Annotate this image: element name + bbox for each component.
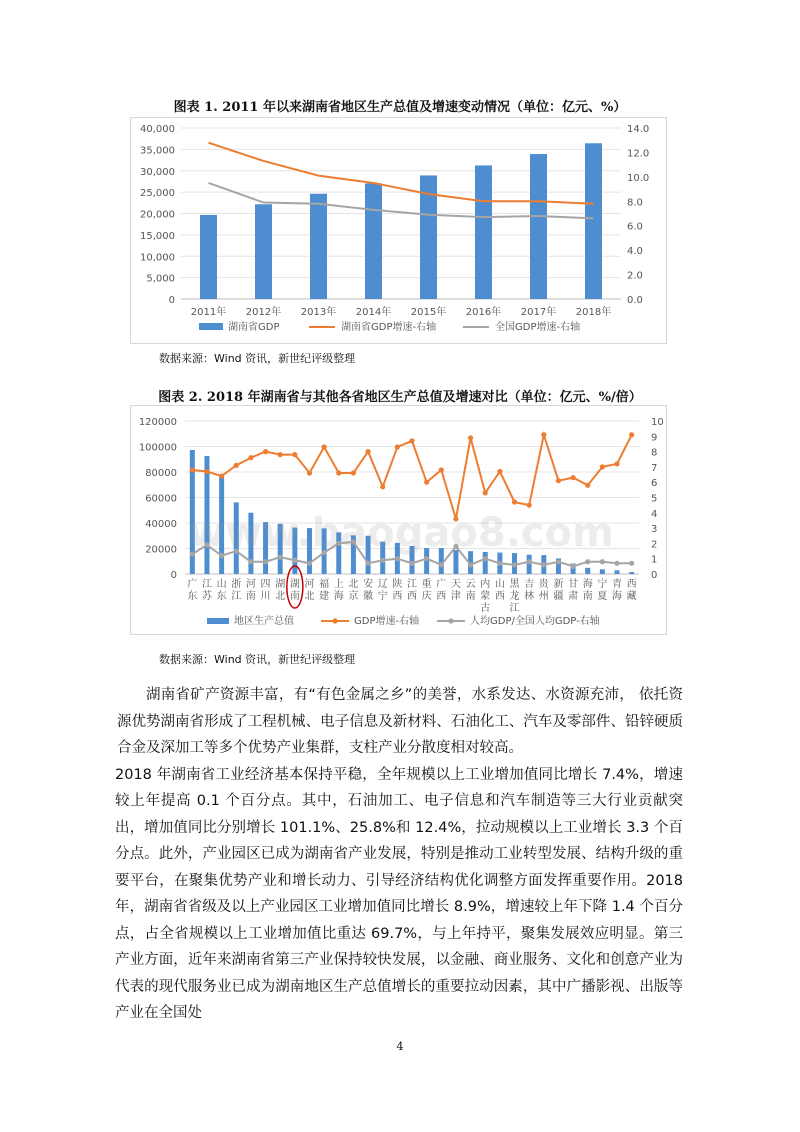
chart2-x-label-char: 夏	[597, 591, 608, 602]
chart2-legend-label: 地区生产总值	[234, 616, 294, 627]
chart1-right-tick: 8.0	[627, 197, 643, 209]
chart2-point	[248, 455, 253, 460]
chart2-x-label-char: 南	[289, 591, 300, 602]
chart2-x-label-char: 州	[538, 591, 549, 602]
chart2-x-label-char: 重	[421, 579, 432, 590]
chart2-point	[395, 444, 400, 449]
chart2-frame	[130, 405, 667, 635]
chart2-x-label-char: 福	[319, 579, 330, 590]
chart2-x-label-char: 天	[450, 579, 461, 590]
chart2-x-label-char: 京	[348, 591, 359, 602]
chart1-x-label: 2011年	[190, 307, 227, 318]
chart2-x-label-char: 黑	[509, 579, 520, 590]
chart1-frame	[130, 117, 667, 344]
chart2-point	[248, 559, 253, 564]
chart1-legend-label: 湖南省GDP	[228, 322, 280, 333]
chart2-x-label-char: 河	[304, 579, 315, 590]
chart2-point	[439, 467, 444, 472]
chart2-x-label-char: 甘	[568, 579, 579, 590]
chart2-x-label-char: 津	[450, 591, 461, 602]
chart2-left-tick: 40000	[145, 519, 177, 530]
chart2-x-label-char: 吉	[524, 579, 535, 590]
chart1-left-tick: 15,000	[140, 230, 175, 242]
chart2-x-label-char: 内	[480, 579, 491, 590]
chart2-x-label-char: 苏	[201, 591, 212, 602]
chart1-left-tick: 0	[168, 295, 175, 306]
chart2-x-label-char: 北	[348, 579, 359, 590]
chart1-right-tick: 2.0	[627, 270, 643, 282]
chart1-legend-swatch	[199, 323, 223, 330]
chart2-point	[483, 490, 488, 495]
chart2-point	[263, 559, 268, 564]
chart2-legend-swatch	[207, 618, 229, 624]
chart2-point	[614, 561, 619, 566]
chart1-bar	[365, 183, 382, 299]
chart2-point	[351, 470, 356, 475]
chart2-right-tick: 0	[651, 570, 658, 581]
page-number: 4	[396, 1040, 404, 1053]
chart2-legend-marker	[332, 618, 337, 623]
chart1-bar	[585, 143, 602, 299]
chart2-x-label-char: 海	[612, 591, 623, 602]
chart2-x-label-char: 山	[216, 579, 227, 590]
chart1-left-tick: 25,000	[140, 188, 175, 200]
chart1-legend-label: 湖南省GDP增速-右轴	[341, 322, 437, 333]
chart2-bar	[585, 568, 590, 574]
chart1-bar	[475, 165, 492, 299]
chart2-right-tick: 4	[651, 508, 658, 520]
chart2-x-label-char: 海	[582, 579, 593, 590]
chart2-x-label-char: 江	[407, 579, 417, 590]
chart2-point	[585, 559, 590, 564]
chart2-point	[292, 558, 297, 563]
chart2-x-label-char: 湖	[289, 579, 300, 590]
chart2-bar	[600, 569, 605, 574]
chart1-right-tick: 14.0	[627, 124, 650, 135]
chart2-point	[278, 452, 283, 457]
chart2-x-label-char: 河	[245, 579, 256, 590]
chart2-caption: 图表 2. 2018 年湖南省与其他各省地区生产总值及增速对比（单位：亿元、%/倍）	[158, 390, 642, 405]
chart2-point	[322, 444, 327, 449]
chart1-x-label: 2015年	[410, 307, 447, 318]
chart1-x-label: 2018年	[575, 307, 612, 318]
chart2-x-label-char: 上	[333, 579, 344, 590]
chart2-point	[468, 435, 473, 440]
chart2-point	[380, 558, 385, 563]
chart2-right-tick: 9	[651, 432, 658, 444]
chart2-point	[556, 559, 561, 564]
chart2-left-tick: 120000	[138, 417, 177, 428]
chart1-x-label: 2016年	[465, 307, 502, 318]
chart2-line-1	[192, 435, 631, 519]
chart2-right-tick: 7	[651, 462, 658, 474]
chart2-svg	[131, 406, 666, 634]
chart2-x-label-char: 蒙	[480, 591, 491, 602]
chart1-left-tick: 10,000	[140, 252, 175, 264]
chart2-point	[395, 556, 400, 561]
chart1-x-label: 2012年	[245, 307, 282, 318]
chart2-x-label-char: 宁	[597, 579, 608, 590]
chart2-bar	[629, 572, 634, 574]
chart2-point	[629, 432, 634, 437]
chart2-x-label-char: 贵	[538, 579, 549, 590]
chart2-right-tick: 6	[651, 478, 658, 490]
chart2-point	[570, 564, 575, 569]
chart2-point	[204, 469, 209, 474]
chart2-x-label-char: 西	[436, 591, 447, 602]
chart2-x-label-char: 安	[363, 579, 374, 590]
chart2-point	[512, 562, 517, 567]
chart2-point	[380, 484, 385, 489]
body-text	[117, 682, 683, 1027]
chart2-point	[307, 470, 312, 475]
chart2-x-label-char: 北	[275, 591, 286, 602]
chart2-x-label-char: 江	[509, 603, 520, 614]
chart2-point	[512, 499, 517, 504]
chart1-right-tick: 6.0	[627, 221, 643, 233]
chart2-x-label-char: 江	[231, 591, 242, 602]
chart2-point	[497, 469, 502, 474]
chart1-left-tick: 40,000	[140, 124, 175, 135]
chart2-x-label-char: 海	[333, 591, 344, 602]
chart2-x-label-char: 江	[201, 579, 212, 590]
chart1-x-label: 2014年	[355, 307, 392, 318]
chart2-left-tick: 0	[170, 570, 177, 581]
chart2-x-label-char: 龙	[509, 591, 520, 602]
chart2-legend-label: GDP增速-右轴	[354, 616, 420, 627]
chart2-legend-marker	[448, 618, 453, 623]
chart1-source: 数据来源：Wind 资讯，新世纪评级整理	[159, 352, 356, 365]
chart2-x-label-char: 南	[465, 591, 476, 602]
chart2-point	[439, 562, 444, 567]
chart2-point	[424, 480, 429, 485]
chart2-bar	[527, 555, 532, 574]
paragraph-1: 湖南省矿产资源丰富，有“有色金属之乡”的美誉，水系发达、水资源充沛， 依托资源优势湖南省形成了工程机械、电子信息及新材料、石油化工、汽车及零部件、铅锌硬质合金及深加工等多个优势产业集群，支柱产业分散度相对较高。	[117, 687, 683, 756]
chart2-right-tick: 5	[651, 493, 658, 505]
chart2-right-tick: 10	[651, 417, 664, 428]
chart2-bar	[615, 570, 620, 574]
chart1-bar	[200, 215, 217, 299]
chart2-point	[541, 562, 546, 567]
chart2-point	[409, 438, 414, 443]
chart2-x-label-char: 浙	[231, 579, 242, 590]
chart1-x-label: 2017年	[520, 307, 557, 318]
chart2-x-label-char: 陕	[392, 579, 403, 590]
chart2-x-label-char: 北	[304, 591, 315, 602]
chart1-right-tick: 10.0	[627, 172, 650, 184]
chart1-bar	[530, 154, 547, 299]
chart2-x-label-char: 南	[245, 591, 256, 602]
chart2-point	[307, 561, 312, 566]
chart2-point	[497, 561, 502, 566]
chart2-point	[629, 561, 634, 566]
chart2-point	[365, 449, 370, 454]
chart2-x-label-char: 建	[319, 591, 330, 602]
chart2-x-label-char: 古	[480, 603, 491, 614]
chart2-x-label-char: 广	[436, 579, 447, 590]
chart2-x-label-char: 四	[260, 579, 271, 590]
chart2-legend-label: 人均GDP/全国人均GDP-右轴	[470, 616, 600, 627]
paragraph-2: 2018 年湖南省工业经济基本保持平稳，全年规模以上工业增加值同比增长 7.4%，增速较上年提高 0.1 个百分点。其中，石油加工、电子信息和汽车制造等三大行业贡献突出，增加值同比分别增长 101.1%、25.8%和 12.4%，拉动规模以上工业增长 3.3 个百分点。此外，产业园区已成为湖南省产业发展，特别是推动工业转型发展、结构升级的重要平台，在聚集优势产业和增长动力、引导经济结构优化调整方面发挥重要作用。2018 年，湖南省省级及以上产业园区工业增加值同比增长 8.9%，增速较上年下降 1.4 个百分点，占全省规模以上工业增加值比重达 69.7%，与上年持平，聚集发展效应明显。第三产业方面，近年来湖南省第三产业保持较快发展，以金融、商业服务、文化和创意产业为代表的现代服务业已成为湖南地区生产总值增长的重要拉动因素，其中广播影视、出版等产业在全国处	[115, 766, 683, 1021]
chart1-right-tick: 12.0	[627, 148, 650, 160]
chart2-point	[468, 562, 473, 567]
chart2-x-label-char: 川	[260, 591, 271, 602]
chart2-point	[336, 470, 341, 475]
chart2-point	[219, 473, 224, 478]
chart1-left-tick: 35,000	[140, 145, 175, 157]
chart1-x-label: 2013年	[300, 307, 337, 318]
chart2-x-label-char: 东	[187, 591, 198, 602]
chart1-left-tick: 30,000	[140, 166, 175, 178]
chart2-point	[585, 483, 590, 488]
chart2-point	[600, 464, 605, 469]
chart2-left-tick: 20000	[145, 544, 177, 556]
chart2-x-label-char: 庆	[421, 591, 432, 602]
chart2-point	[234, 463, 239, 468]
chart2-watermark: www.baogao8.com	[188, 510, 614, 556]
chart2-x-label-char: 辽	[377, 579, 388, 590]
chart2-point	[409, 561, 414, 566]
chart2-point	[190, 467, 195, 472]
chart2-x-label-char: 山	[494, 579, 505, 590]
chart2-point	[527, 503, 532, 508]
chart2-right-tick: 3	[651, 524, 658, 536]
chart2-x-label-char: 南	[582, 591, 593, 602]
chart2-point	[570, 475, 575, 480]
chart1-legend-label: 全国GDP增速-右轴	[495, 322, 581, 333]
chart1-left-tick: 5,000	[146, 273, 175, 285]
chart2-x-label-char: 西	[494, 591, 505, 602]
chart2-source: 数据来源：Wind 资讯，新世纪评级整理	[159, 653, 356, 666]
chart2-x-label-char: 云	[465, 579, 476, 590]
chart2-point	[541, 432, 546, 437]
chart1-right-tick: 0.0	[627, 295, 643, 306]
chart1-left-tick: 20,000	[140, 209, 175, 221]
chart2-left-tick: 80000	[145, 468, 177, 479]
chart2-right-tick: 8	[651, 447, 658, 459]
chart2-point	[483, 556, 488, 561]
chart2-x-label-char: 藏	[626, 591, 637, 602]
chart1-caption: 图表 1. 2011 年以来湖南省地区生产总值及增速变动情况（单位：亿元、%）	[173, 100, 627, 115]
chart2-point	[365, 561, 370, 566]
chart2-x-label-char: 青	[612, 579, 623, 590]
chart1-bar	[255, 204, 272, 299]
chart2-point	[292, 452, 297, 457]
chart1-bar	[310, 194, 327, 299]
chart2-point	[527, 559, 532, 564]
chart2-point	[600, 559, 605, 564]
chart2-x-label-char: 林	[524, 591, 535, 602]
chart2-x-label-char: 西	[392, 591, 403, 602]
chart2-x-label-char: 西	[407, 591, 417, 602]
chart2-point	[556, 478, 561, 483]
chart2-right-tick: 2	[651, 539, 658, 551]
chart2-right-tick: 1	[651, 554, 658, 566]
chart2-x-label-char: 新	[553, 579, 564, 590]
chart2-left-tick: 60000	[145, 493, 177, 505]
chart2-point	[263, 449, 268, 454]
chart2-point	[614, 461, 619, 466]
chart1-svg	[131, 118, 666, 343]
chart2-x-label-char: 湖	[275, 579, 286, 590]
chart2-point	[424, 556, 429, 561]
chart2-x-label-char: 疆	[553, 591, 564, 602]
chart1-right-tick: 4.0	[627, 246, 643, 258]
chart2-x-label-char: 东	[216, 591, 227, 602]
chart2-x-label-char: 肃	[568, 591, 579, 602]
chart2-x-label-char: 西	[626, 579, 637, 590]
chart2-x-label-char: 广	[187, 579, 198, 590]
chart2-x-label-char: 宁	[377, 591, 388, 602]
chart2-x-label-char: 徽	[363, 591, 374, 602]
chart2-left-tick: 100000	[138, 442, 177, 454]
